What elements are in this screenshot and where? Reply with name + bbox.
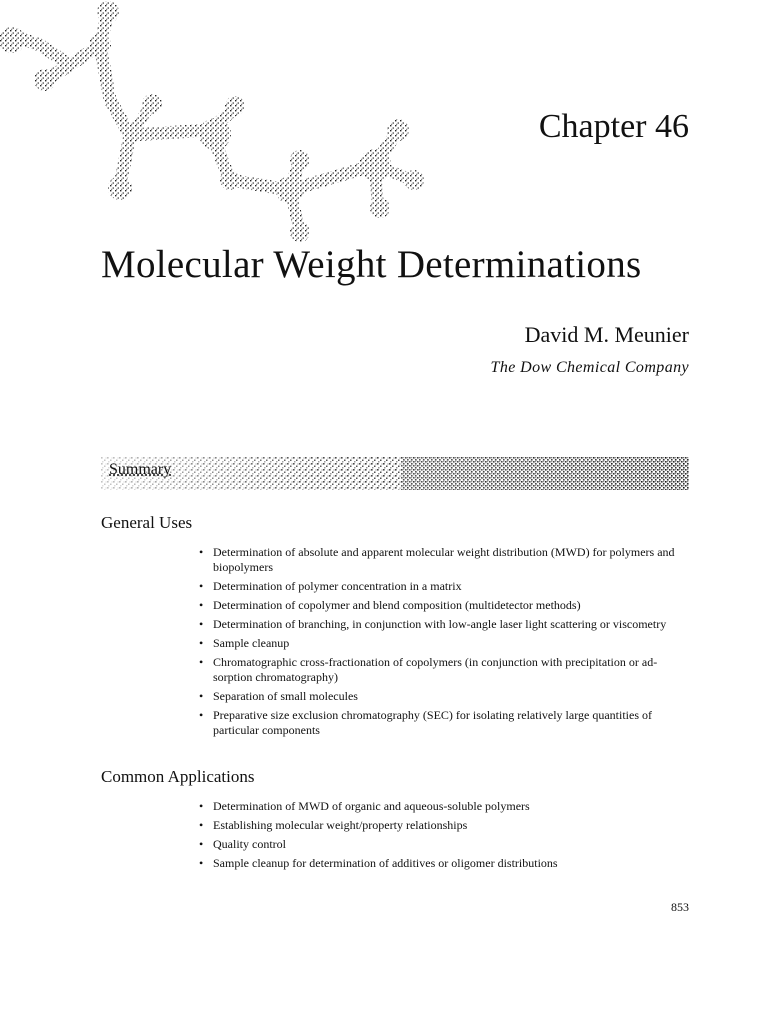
bullet-icon: •: [199, 545, 204, 559]
list-item: • Separation of small molecules: [199, 689, 358, 703]
bullet-icon: •: [199, 856, 204, 870]
page-number: 853: [671, 900, 689, 914]
bullet-icon: •: [199, 636, 204, 650]
common-applications-list: [198, 799, 690, 875]
list-item: • Preparative size exclusion chromatography (SEC) for isolating relatively large quantities of particular components: [199, 708, 652, 737]
general-uses-heading: General Uses: [101, 513, 193, 532]
bullet-icon: •: [199, 655, 204, 669]
molecule-graphic-icon: [0, 0, 440, 245]
list-item: • Determination of absolute and apparent molecular weight distribution (MWD) for polymers and biopolymers: [199, 545, 675, 574]
bullet-icon: •: [199, 799, 204, 813]
summary-banner: [101, 457, 689, 490]
general-uses-list: [198, 545, 690, 742]
list-item: • Determination of polymer concentration in a matrix: [199, 579, 462, 593]
author-name: David M. Meunier: [524, 322, 689, 347]
bullet-icon: •: [199, 708, 204, 722]
summary-heading: Summary: [109, 461, 172, 478]
author-affiliation: The Dow Chemical Company: [490, 359, 689, 376]
list-item: • Establishing molecular weight/property relationships: [199, 818, 468, 832]
bullet-icon: •: [199, 689, 204, 703]
bullet-icon: •: [199, 598, 204, 612]
list-item: • Quality control: [199, 837, 286, 851]
chapter-label: Chapter 46: [538, 108, 689, 145]
list-item: • Determination of branching, in conjunction with low-angle laser light scattering or viscometry: [199, 617, 667, 631]
list-item: • Sample cleanup for determination of additives or oligomer distributions: [199, 856, 558, 870]
bullet-icon: •: [199, 617, 204, 631]
chapter-title: Molecular Weight Determinations: [101, 243, 642, 286]
bullet-icon: •: [199, 837, 204, 851]
bullet-icon: •: [199, 818, 204, 832]
list-item: • Determination of copolymer and blend composition (multidetector methods): [199, 598, 581, 612]
list-item: • Sample cleanup: [199, 636, 290, 650]
common-applications-heading: Common Applications: [101, 767, 255, 786]
bullet-icon: •: [199, 579, 204, 593]
list-item: • Determination of MWD of organic and aqueous-soluble polymers: [199, 799, 530, 813]
list-item: • Chromatographic cross-fractionation of copolymers (in conjunction with precipitation or ad-sorption chromatography): [199, 655, 658, 684]
